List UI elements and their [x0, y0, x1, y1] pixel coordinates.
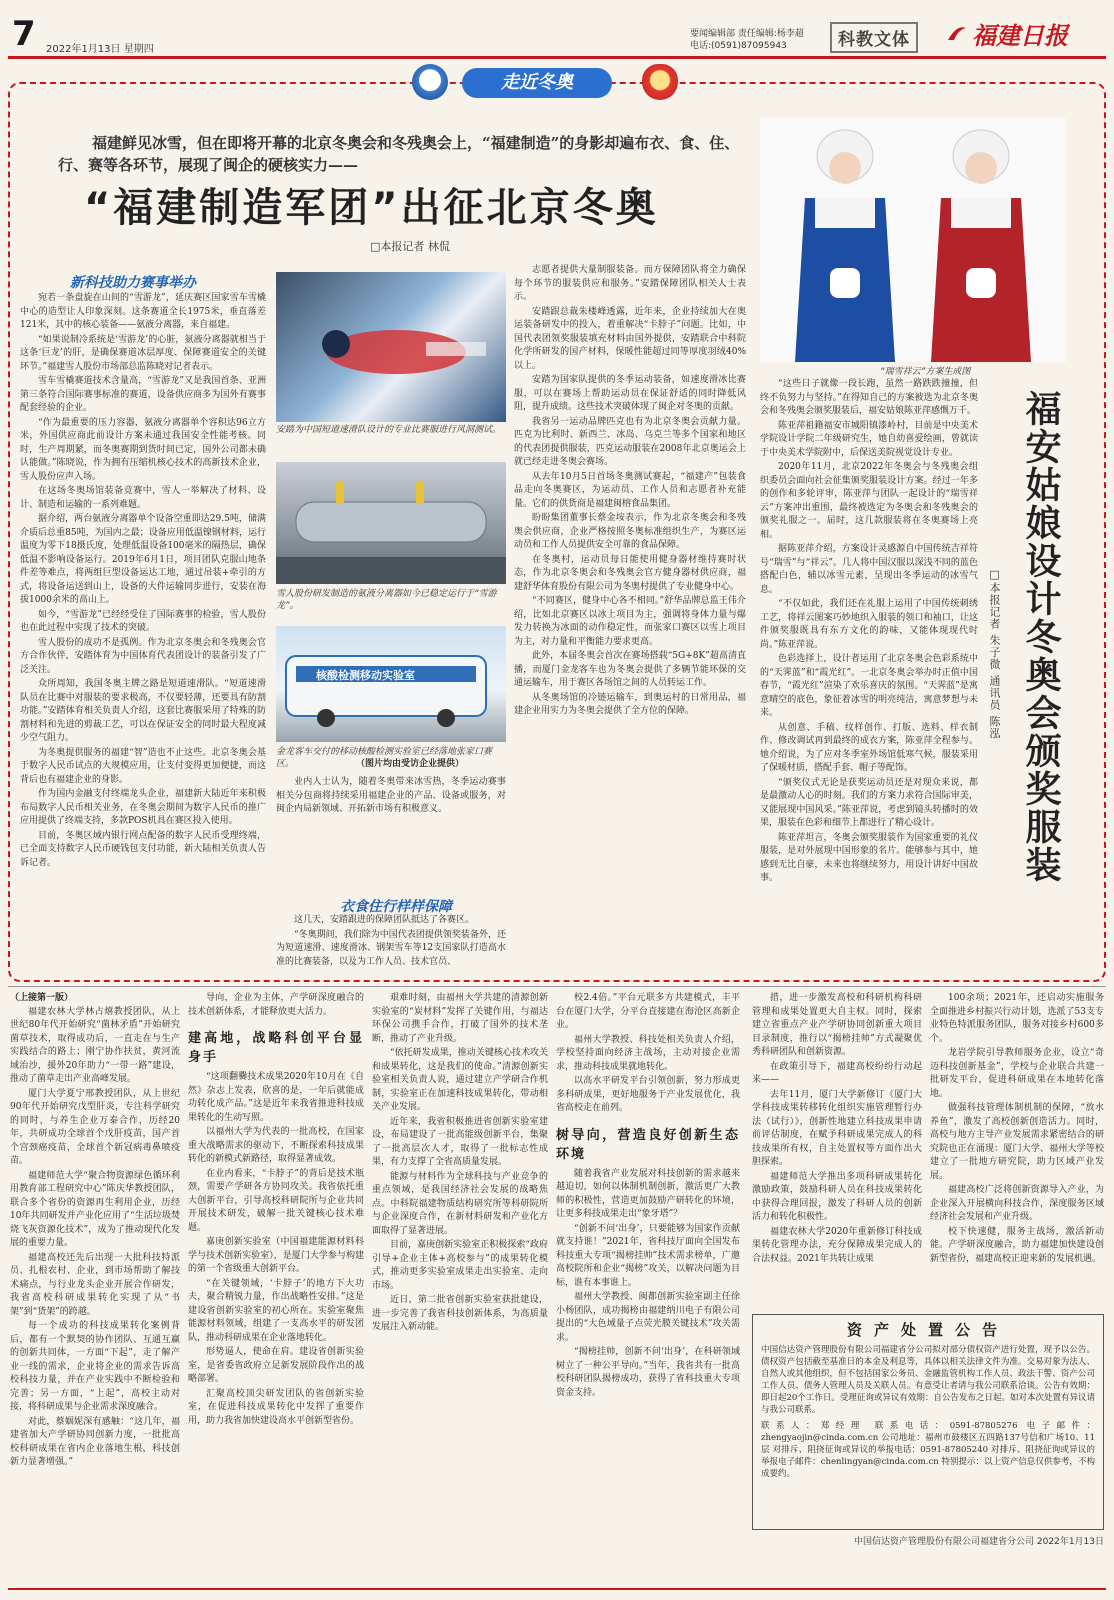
lower-column-2 — [188, 992, 364, 1586]
lower-column-3 — [372, 992, 548, 1586]
notice-footer: 中国信达资产管理股份有限公司福建省分公司 2022年1月13日 — [854, 1537, 1104, 1547]
paragraph: 在政策引导下，福建高校纷纷行动起来—— — [752, 1061, 922, 1085]
lower-column-1 — [10, 992, 180, 1586]
paragraph: 校2.4倍。”平台元联多方共建模式，丰平台在厦门大学，分平台直接建在海沧区高新企业。 — [556, 993, 740, 1030]
paragraph: 福建高校还先后出现一大批科技特派员、扎根农村、企业，到市场帮助了解技术痛点，与行业龙头企业开展合作研发，我省高校科研成果转化实现了从“书架”到“货架”的跨越。 — [10, 1252, 180, 1317]
paragraph: 近日，第二批省创新实验室获批建设，进一步完善了我省科技创新体系，为高质量发展注入新动能。 — [372, 1295, 548, 1332]
photo2-caption: 雪人股份研发制造的氨液分离器如今已稳定运行于“雪游龙”。 — [276, 589, 497, 611]
paragraph: 福州大学教授、科技处相关负责人介绍，学校坚持面向经济主战场，主动对接企业需求，推动科技成果就地转化。 — [556, 1034, 740, 1072]
notice-body: 中国信达资产管理股份有限公司福建省分公司拟对部分债权资产进行处置，现予以公告。债权资产包括截至基准日的本金及利息等，具体以相关法律文件为准。交易对象为法人、自然人或其他组织，但不包括国家公务员、金融监管机构工作人员、政法干警、资产公司工作人员、债务人管理人员及关联人员。有意受让者请与我公司联系洽谈。公告有效期：即日起20个工作日。受理征询或异议有效期：自公告发布之日起。如对本次处置有异议请与我公司联系。 — [761, 1345, 1095, 1415]
paragraph: 作为国内金融支付终端龙头企业，福建新大陆近年来积极布局数字人民币相关业务，在冬奥会期间为数字人民币的推广应用提供了终端支持，多款POS机具在赛区投入使用。 — [20, 789, 266, 826]
paragraph: 福建农林大学林占熺教授团队，从上世纪80年代开始研究“菌林矛盾”开始研究菌草技术，取得成功后，一直走在与生产实践结合的路上；刚宁协作扶贫，黄河流域治沙，援外20年助力“一带一路”建设，推动了菌草走出产业高峰发展。 — [10, 1006, 180, 1084]
paragraph: 安踏跟总裁朱楼峰透露，近年来，企业持续加大在奥运装备研发中的投入，着重解决“卡脖子”问题。比如，中国代表团领奖服装填充材料由国外提供，安踏联合中科院化学所研发的国产材料，保暖性能超过同等厚度羽绒40%以上。 — [514, 306, 746, 371]
page-number: 7 — [12, 14, 36, 54]
paragraph: 艰难时刻，由福州大学共建的清源创新实验室的“炭材料”发挥了关键作用，与福达环保公司携手合作，打破了国外的技术垄断，推动了产业升级。 — [372, 993, 548, 1044]
paragraph: “这些日子就像一段长跑，虽然一路跌跌撞撞，但终不负努力与坚持。”在得知自己的方案被选为北京冬奥会和冬残奥会颁奖服装后，福安姑娘陈亚萍感慨万千。 — [760, 379, 978, 416]
paragraph: 此外，本届冬奥会首次在赛场搭载“5G+8K”超高清直播，而厦门金龙客车也为冬奥会提供了多辆节能环保的交通运输车，用于赛区各场馆之间的人员转运工作。 — [514, 651, 746, 688]
feature-column-1 — [20, 292, 266, 977]
paragraph: 为冬奥提供服务的福建“智”造也不止这些。北京冬奥会基于数字人民币试点的大规模应用，让支付变得更加便捷，而这背后也有福建企业的身影。 — [20, 747, 266, 785]
photo3-caption: 金龙客车交付的移动核酸检测实验室已经落地张家口赛区。 — [276, 747, 493, 769]
paragraph: 志愿者提供大量制服装备。而方保障团队将全力确保每个环节的服装供应和服务。”安踏保障团队相关人士表示。 — [514, 265, 746, 302]
paragraph: 从创意、手稿、纹样创作、打版、选料、样衣制作、修改调试再到最终的成衣方案，陈亚萍全程参与。她介绍说，为了应对冬季室外场馆低寒气候，服装采用了保暖材质，搭配手套、帽子等配饰。 — [760, 722, 978, 773]
feature-intro: 福建鲜见冰雪，但在即将开幕的北京冬奥会和冬残奥会上，“福建制造”的身影却遍布衣、食、住、行、赛等各环节，展现了闽企的硬核实力—— — [58, 134, 740, 174]
feature-byline: □本报记者 林侃 — [370, 240, 450, 253]
paragraph: 从冬奥场馆的冷链运输车，到奥运村的日常用品，福建企业用实力为冬奥会提供了全方位的保障。 — [514, 692, 746, 716]
paragraph: 措，进一步激发高校和科研机构科研管理和成果处置更大自主权。同时，探索建立省重点产业产学研协同创新重大项目目录制度，推行以“揭榜挂帅”方式凝聚优秀科研团队和创新资源。 — [752, 993, 922, 1057]
paragraph: 这几天，安踏跟进的保障团队抵达了各赛区。 — [294, 915, 475, 925]
paragraph: 龙岩学院引导教师服务企业，设立“奇迈科技创新基金”，学校与企业联合共建一批研发平台，促进科研成果在本地转化落地。 — [930, 1048, 1104, 1099]
paragraph: 以高水平研发平台引领创新，努力形成更多科研成果，更好地服务于产业发展优化，我省高校走在前列。 — [556, 1076, 740, 1113]
paragraph: 我省另一运动品牌匹克也有为北京冬奥会贡献力量。匹克为比利时、新西兰、冰岛、乌克兰等多个国家和地区的代表团提供服装，匹克运动服装在2008年北京奥运会上就已经走进冬奥会赛场。 — [514, 416, 746, 467]
paragraph: 福建师范大学推出多项科研成果转化激励政策，鼓励科研人员在科技成果转化中获得合理回报，激发了科研人员的创新活力和转化积极性。 — [752, 1171, 922, 1222]
paragraph: 福州大学教授、闽都创新实验室副主任徐小杨团队，成功揭榜由福建纳川电子有限公司提出的“大色域量子点荧光膜关键技术”攻关需求。 — [556, 1292, 740, 1343]
separator-equipment-photo — [276, 462, 506, 584]
feature-column-2-tail — [276, 914, 506, 980]
paragraph: 100余项；2021年，还启动实施服务全面推进乡村振兴行动计划，选派了53支专业特色特派服务团队，服务对接乡村600多个。 — [930, 993, 1104, 1044]
paragraph: 如今，“雪游龙”已经经受住了国际赛事的检验，雪人股份也在此过程中实现了技术的突破。 — [20, 609, 266, 633]
paragraph: 去年11月，厦门大学新修订《厦门大学科技成果转移转化组织实施管理暂行办法（试行）》，创新性地建立科技成果申请前评估制度，在赋予科研成果完成人的科技成果所有权，自主处置权等方面作出大胆探索。 — [752, 1089, 922, 1167]
paragraph: 近年来，我省积极推进省创新实验室建设，布局建设了一批高能级创新平台，集聚了一批高层次人才，取得了一批标志性成果，有力支撑了全省高质量发展。 — [372, 1116, 548, 1167]
paragraph: 色彩选择上，设计者运用了北京冬奥会色彩系统中的“天霁蓝”和“霞光红”。一北京冬奥会举办时正值中国春节，“霞光红”渲染了欢乐喜庆的氛围。“天霁蓝”是寓意晴空的底色，象征着冰雪的明亮纯洁，寓意梦想与未来。 — [760, 654, 978, 718]
paragraph: 能源与材料作为全球科技与产业竞争的重点领域，是我国经济社会发展的战略焦点。中科院福建物质结构研究所等科研院所与企业深度合作，在新材料研发和产业化方面取得了显著进展。 — [372, 1171, 548, 1236]
paragraph: 嘉庚创新实验室（中国福建能源材料科学与技术创新实验室），是厦门大学参与构建的第一个省级重大创新平台。 — [188, 1237, 364, 1274]
paragraph: 以福州大学为代表的一批高校，在国家重大战略需求的驱动下，不断探索科技成果转化的新模式新路径，取得显著成效。 — [188, 1127, 364, 1164]
paragraph: “不同赛区，健身中心各不相同。”舒华品牌总监王伟介绍，比如北京赛区以冰上项目为主，强调将身体力量与爆发力转换为冰面的动作稳定性，而张家口赛区以雪上项目为主，对力量和平衡能力要求更高。 — [514, 596, 746, 647]
paragraph: 校下快速健，服务主战场，激活新动能。产学研深度融合，助力福建加快建设创新型省份，福建高校正迎来新的发展机遇。 — [930, 1226, 1104, 1264]
bus-lab-label: 核酸检测移动实验室 — [316, 669, 415, 682]
shuey-rhon-rhon-mascot-icon — [642, 64, 678, 100]
paragraph: 福建农林大学2020年重新修订科技成果转化管理办法，充分保障成果完成人的合法权益。2021年共转让成果 — [752, 1226, 922, 1264]
issue-date: 2022年1月13日 星期四 — [46, 44, 154, 55]
paragraph: 安踏为国家队提供的冬季运动装备，如速度滑冰比赛服，可以在赛场上帮助运动员在保证舒适的同时降低风阻，提升成绩。这些技术突破体现了闽企对冬奥的贡献。 — [514, 375, 746, 412]
paragraph: 每一个成功的科技成果转化案例背后，都有一个默契的协作团队、互通互赢的创新共同体，一方面“下起”，走了解产业一线的需求，企业将企业的需求告诉高校科技力量，并在产业实践中不断检验和完善；另一方面，“上起”，高校主动对接，将科研成果与企业需求深度融合。 — [10, 1321, 180, 1412]
photo-credit: （图片均由受访企业提供） — [356, 759, 465, 769]
paragraph: “不仅如此，我们还在礼服上运用了中国传统刺绣工艺，将祥云图案巧妙地织入服装的领口和袖口，让这件颁奖服既具有东方文化的韵味，又能体现现代时尚。”陈亚萍说。 — [760, 599, 978, 650]
paragraph: 目前，冬奥区域内银行网点配备的数字人民币受理终端，已全面支持数字人民币硬钱包支付功能，新大陆相关负责人告诉记者。 — [20, 830, 266, 868]
feature-headline: “福建制造军团”出征北京冬奥 — [84, 185, 659, 231]
skater-silhouette-icon — [276, 272, 506, 422]
paragraph: 从去年10月5日首场冬奥测试赛起，“福建产”包装食品走向冬奥赛区，为运动员、工作人员和志愿者补充能量。它们的供货商是福建闽榕食品集团。 — [514, 471, 746, 509]
ammonia-separator-icon — [276, 462, 506, 584]
paragraph: 福建高校广泛将创新资源导入产业，为企业深入开展横向科技合作，深度服务区域经济社会发展和产业升级。 — [930, 1185, 1104, 1222]
newspaper-logo-icon — [946, 22, 968, 44]
paragraph: 陈亚萍祖籍福安市城阳镇漆岭村，目前是中央美术学院设计学院二年级研究生，她自幼喜爱绘画，曾就读于中央美术学院附中，后保送美院视觉设计专业。 — [760, 420, 978, 458]
paragraph: 厦门大学夏宁邢教授团队，从上世纪90年代开始研究戊型肝炎，专注科学研究的同时，与养生企业万泰合作，历经20年，共研成功全球首个戊肝疫苗，国产首个宫颈癌疫苗，全球首个新冠病毒鼻喷疫苗。 — [10, 1088, 180, 1166]
photo1-caption: 安踏为中国短道速滑队设计的专业比赛服进行风洞测试。 — [276, 425, 502, 435]
lower-column-6 — [930, 992, 1104, 1308]
paragraph: 汇聚高校顶尖研发团队的省创新实验室，在促进科技成果转化中发挥了重要作用，助力我省加快建设高水平创新型省份。 — [188, 1388, 364, 1426]
editor-info — [690, 28, 825, 52]
paragraph: “作为最重要的压力容器，氨液分离器单个容积达96立方米，外国供应商此前设计方案未通过我国安全性能考核。同时，生产周期紧，而冬奥赛期到货时间已定，国外公司都未确认能做。”陈晓说，作为拥有压缩机核心技术的高新技术企业，雪人股份应声入场。 — [20, 417, 266, 482]
bus-icon — [276, 626, 506, 742]
subhead-platform: 建高地，战略科创平台显身手 — [188, 1031, 364, 1065]
paragraph: “揭榜挂帅，创新不问‘出身’，在科研领域树立了一种公平导向。”当年，我省共有一批高校科研团队揭榜成功，获得了省科技重大专项资金支持。 — [556, 1347, 740, 1398]
paragraph: 在业内看来，“卡脖子”的背后是技术瓶颈，需要产学研各方协同攻关。我省依托重大创新平台，引导高校科研院所与企业共同开展技术研发，破解一批关键核心技术难题。 — [188, 1168, 364, 1233]
notice-title: 资产处置公告 — [846, 1321, 1009, 1339]
subhead-environment: 树导向，营造良好创新生态环境 — [556, 1127, 740, 1162]
bing-dwen-dwen-mascot-icon — [412, 64, 448, 100]
lower-column-4 — [556, 992, 740, 1586]
paragraph: 对此，蔡姻妮深有感触：“这几年，福建省加大产学研协同创新力度，一批批高校科研成果在省内企业落地生根，科技创新力显著增强。” — [10, 1416, 180, 1467]
header-rule — [8, 56, 1106, 59]
side-column — [760, 378, 978, 978]
paragraph: “冬奥期间，我们除为中国代表团提供领奖装备外，还为短道速滑、速度滑冰、钢架雪车等12支国家队打造高水准的比赛装备，以及为工作人员、技术官员、 — [276, 929, 506, 967]
paragraph: 目前，嘉庚创新实验室正积极探索“政府引导+企业主体+高校参与”的成果转化模式，推动更多实验室成果走出实验室、走向市场。 — [372, 1240, 548, 1291]
wind-tunnel-photo — [276, 272, 506, 422]
paragraph: “颁奖仪式无论是获奖运动员还是对现众来说，都是最激动人心的时刻。我们的方案力求符合国际审美，又能展现中国风采。”陈亚萍说，考虑到镜头转播时的效果，服装在色彩和细节上都进行了精心设计。 — [760, 777, 978, 828]
footer-rule — [8, 1588, 1106, 1590]
paragraph: 福建师范大学“聚合物资源绿色循环利用教育部工程研究中心”陈庆华教授团队，联合多个省份的资源再生利用企业，历经10年共同研发并产业化应用了“生活垃圾焚烧飞灰资源化技术”，成为了推动现代化发展的重要力量。 — [10, 1170, 180, 1248]
paragraph: “创新不问‘出身’，只要能够为国家作贡献就支持谁！”2021年，省科技厅面向全国发布科技重大专项“揭榜挂帅”技术需求榜单，广邀高校院所和企业“揭榜”攻关，以解决问题为目标，谁有本事谁上。 — [556, 1223, 740, 1288]
notice-contact: 联系人：郑经理 联系电话：0591-87805276 电子邮件：zhengyaojin@cinda.com.cn 公司地址：福州市鼓楼区五四路137号信和广场10、11层 对排斥、阻挠征询或异议的举报电话：0591-87805240 对排斥、阻挠征询或异议的举报电子邮件：chenlingyan@cinda.com.cn 特别提示：以上资产信息仅供参考，不构成要约。 — [761, 1421, 1095, 1479]
award-costume-photo — [760, 118, 1066, 362]
paragraph: “如果说制冷系统是‘雪游龙’的心脏，氨液分离器就相当于这条‘巨龙’的肝，是确保赛道冰层厚度、保障赛道安全的关键环节。”福建雪人股份市场部总监陈晓对记者表示。 — [20, 334, 266, 372]
asset-disposal-notice — [752, 1314, 1104, 1530]
paragraph: “这项翻爨技术成果2020年10月在《自然》杂志上发表，欣喜的是，一年后就能成功转化成产品。”这是近年来我省推进科技成果转化的生动写照。 — [188, 1072, 364, 1123]
paragraph: 宛若一条盘旋在山间的“雪游龙”，延庆赛区国家雪车雪橇中心的造型让人印象深刻。这条赛道全长1975米，垂直落差121米，其中的核心装备——氨液分离器，来自福建。 — [20, 293, 266, 330]
feature-column-2-bottom — [276, 776, 506, 886]
editor-line: 要闻编辑部 责任编辑:杨李超 — [690, 29, 804, 39]
paragraph: 众所周知，我国冬奥主牌之路是短道速滑队。“短道速滑队员在比赛中对服装的要求极高，不仅要轻薄，还要具有防割功能。”安踏体育相关负责人介绍，这套比赛服采用了特殊的防割材料和先进的剪裁工艺，可以在保证安全的同时最大程度减少空气阻力。 — [20, 679, 266, 743]
paragraph: 做强科技管理体制机制的保障，“放水养鱼”，激发了高校创新创造活力。同时，高校与地方主导产业发展需求紧密结合的研究院也正在涌现：厦门大学、福州大学等校建立了一批地方研究院，助力区域产业发展。 — [930, 1103, 1104, 1181]
subhead-tech: 新科技助力赛事举办 — [70, 275, 196, 291]
newspaper-logo: 福建日报 — [972, 21, 1068, 50]
section-divider — [8, 986, 1106, 987]
paragraph: 2020年11月，北京2022年冬奥会与冬残奥会组织委员会面向社会征集颁奖服装设计方案。经过一年多的创作和多轮评审，陈亚萍与团队一起设计的“瑞雪祥云”方案冲出重围，最终被选定为冬奥会和冬残奥会的颁奖礼服之一。届时，这几款服装将在冬奥赛场上亮相。 — [760, 462, 978, 540]
paragraph: 在这场冬奥场馆装备竞赛中，雪人一举解决了材料、设计、制造和运输的一系列难题。 — [20, 486, 266, 510]
side-byline: □本报记者 朱子微 通讯员 陈泓 — [988, 568, 1001, 740]
phone-line: 电话:(0591)87095943 — [690, 41, 787, 51]
feature-banner: 走近冬奥 — [462, 68, 612, 98]
paragraph: 随着我省产业发展对科技创新的需求越来越迫切，如何以体制机制创新，激活更广大教师的积极性，营造更加鼓励产研转化的环境，让更多科技成果走出“象牙塔”？ — [556, 1168, 740, 1219]
side-headline: 福安姑娘设计冬奥会颁奖服装 — [1020, 390, 1061, 884]
paragraph: 业内人士认为，随着冬奥带来冰雪热，冬季运动赛事相关分包商将持续采用福建企业的产品、设备或服务，对闽企内局新领域、开拓新市场有积极意义。 — [276, 777, 506, 814]
paragraph: 雪车雪橇赛道技术含量高，“雪游龙”又是我国首条、亚洲第三条符合国际赛事标准的赛道，设备供应商多为国外有赛事配套经验的企业。 — [20, 376, 266, 413]
paragraph: 盼盼集团董事长蔡金垵表示，作为北京冬奥会和冬残奥会供应商，企业严格按照冬奥标准组织生产，为赛区运动员和工作人员提供安全可靠的食品保障。 — [514, 513, 746, 550]
bus-lab-photo — [276, 626, 506, 742]
continued-marker: （上接第一版） — [10, 993, 74, 1003]
feature-column-3 — [514, 264, 746, 978]
models-illustration — [760, 118, 1066, 362]
paragraph: 形势逼人，使命在肩。建设省创新实验室，是省委省政府立足新发展阶段作出的战略部署。 — [188, 1347, 364, 1384]
paragraph: 据陈亚萍介绍，方案设计灵感源自中国传统吉祥符号“瑞雪”与“祥云”。几人将中国汉服以深浅不同的蓝色搭配白色，辅以冰雪元素，呈现出冬季运动的冰雪气息。 — [760, 544, 978, 595]
paragraph: 导向，企业为主体，产学研深度融合的技术创新体系，才能释放更大活力。 — [188, 993, 364, 1017]
section-title: 科教文体 — [830, 22, 918, 53]
costume-photo-caption: “瑞雪祥云”方案生成图 — [880, 367, 971, 377]
paragraph: 在冬奥村，运动员每日能使用健身器材维持赛时状态，作为北京冬奥会和冬残奥会官方健身器材供应商，福建舒华体育股份有限公司为冬奥村提供了专业健身中心。 — [514, 554, 746, 592]
subhead-life: 衣食住行样样保障 — [340, 899, 452, 915]
lower-column-5 — [752, 992, 922, 1308]
paragraph: “在关键领域，‘卡脖子’的地方下大功夫，聚合精锐力量，作出战略性安排。”这是建设省创新实验室的初心所在。实验室聚焦能源材料领域，组建了一支高水平的研发团队，推动科研成果在企业落地转化。 — [188, 1278, 364, 1343]
paragraph: 陈亚萍坦言，冬奥会颁奖服装作为国家重要的礼仪服装，是对外展现中国形象的名片。能够参与其中，她感到无比自豪，未来也将继续努力，用设计讲好中国故事。 — [760, 832, 978, 883]
paragraph: 雪人股份的成功不是孤例。作为北京冬奥会和冬残奥会官方合作伙伴，安踏体育为中国体育代表团设计的装备引发了广泛关注。 — [20, 637, 266, 675]
paragraph: 据介绍，两台氨液分离器单个设备空重即达29.5吨，储满介质后总重85吨，为国内之最；设备应用低温镍钢材料，运行温度为零下18摄氏度，处理低温设备100毫米的隔热层，确保低温不影响设备运行。2019年6月1日，项目团队克服山地条件差等难点，将两组巨型设备运达工地，通过吊装+牵引的方式，将设备运送到山上，设备的大件运输同步进行，安装在海拔1000余米的高山上。 — [20, 514, 266, 605]
paragraph: “依托研发成果，推动关键核心技术攻关和成果转化，这是我们的使命。”清源创新实验室相关负责人说，通过建立产学研合作机制，实验室正在加速科技成果转化，带动相关产业发展。 — [372, 1048, 548, 1112]
